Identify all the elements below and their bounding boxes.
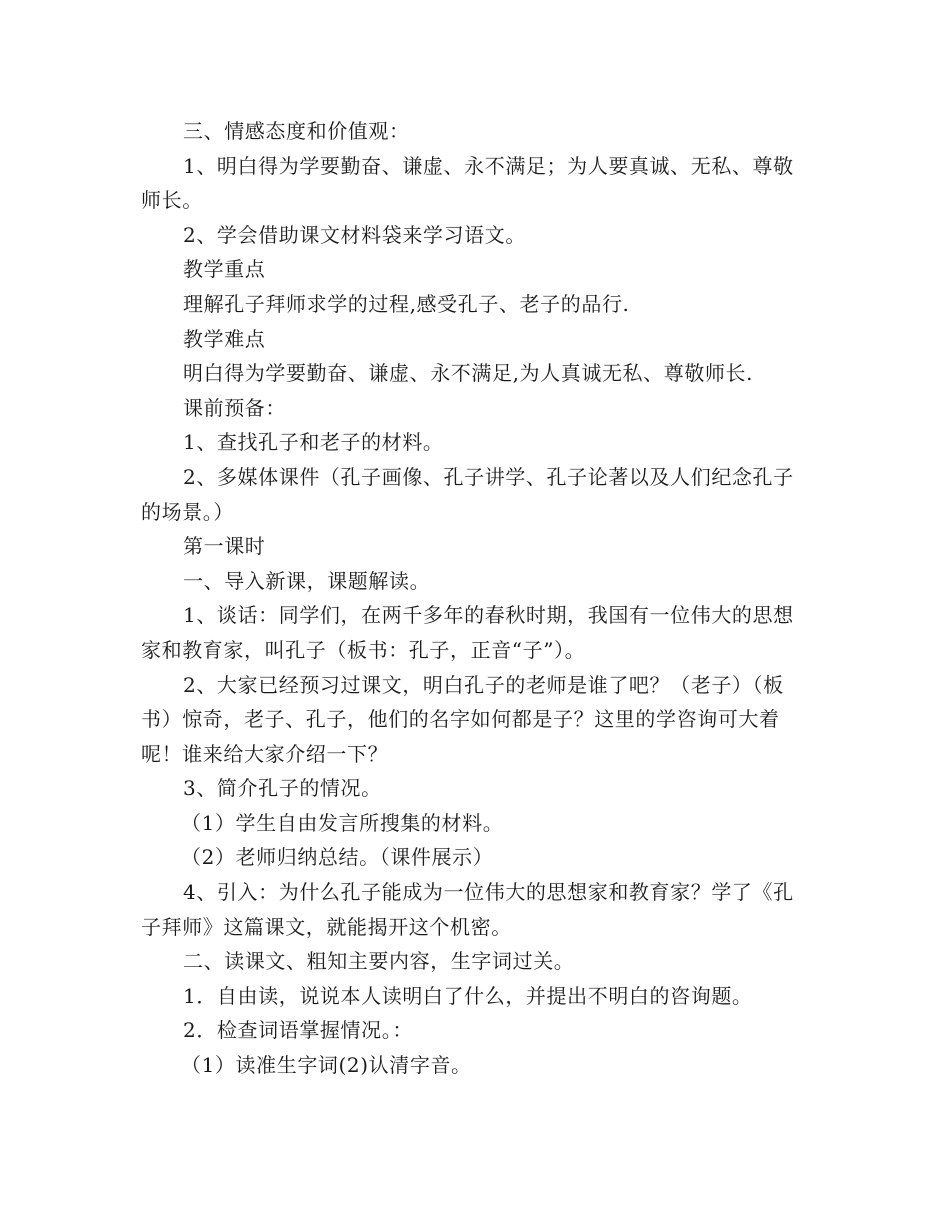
paragraph-intro-4: 4、引入：为什么孔子能成为一位伟大的思想家和教育家？学了《孔子拜师》这篇课文，就能揭开这个机密。 [141, 880, 794, 939]
paragraph-intro-2: 2、大家已经预习过课文，明白孔子的老师是谁了吧？（老子）（板书）惊奇，老子、孔子，他们的名字如何都是子？这里的学咨询可大着呢！谁来给大家介绍一下？ [141, 672, 784, 766]
section-heading-reading: 二、读课文、粗知主要内容，生字词过关。 [183, 949, 575, 974]
paragraph-goal-1: 1、明白得为学要勤奋、谦虚、永不满足；为人要真诚、无私、尊敬师长。 [141, 153, 794, 213]
heading-key-points: 教学重点 [183, 257, 266, 282]
paragraph-intro-3-sub-2: （2）老师归纳总结。（课件展示） [181, 845, 494, 870]
paragraph-intro-3-sub-1: （1）学生自由发言所搜集的材料。 [181, 810, 504, 835]
section-heading-introduction: 一、导入新课，课题解读。 [183, 568, 431, 593]
paragraph-key-points: 理解孔子拜师求学的过程,感受孔子、老子的品行. [183, 291, 630, 316]
paragraph-preparation-2: 2、多媒体课件（孔子画像、孔子讲学、孔子论著以及人们纪念孔子的场景。） [141, 464, 794, 524]
paragraph-reading-2: 2．检查词语掌握情况。： [183, 1018, 413, 1043]
paragraph-reading-2-sub: （1）读准生字词(2)认清字音。 [181, 1053, 472, 1078]
paragraph-reading-1: 1．自由读，说说本人读明白了什么，并提出不明白的咨询题。 [183, 983, 753, 1008]
paragraph-preparation-1: 1、查找孔子和老子的材料。 [183, 430, 444, 455]
paragraph-intro-1: 1、谈话：同学们，在两千多年的春秋时期，我国有一位伟大的思想家和教育家，叫孔子（板书：孔子，正音“子”）。 [141, 603, 794, 662]
paragraph-goal-2: 2、学会借助课文材料袋来学习语文。 [183, 222, 526, 247]
paragraph-intro-3: 3、简介孔子的情况。 [183, 776, 382, 801]
document-body [141, 114, 811, 1083]
paragraph-difficulties: 明白得为学要勤奋、谦虚、永不满足,为人真诚无私、尊敬师长. [183, 361, 754, 386]
heading-preparation: 课前预备： [183, 395, 286, 420]
heading-difficulties: 教学难点 [183, 326, 266, 351]
heading-first-lesson: 第一课时 [183, 534, 266, 559]
section-heading-values: 三、情感态度和价值观： [183, 119, 410, 143]
